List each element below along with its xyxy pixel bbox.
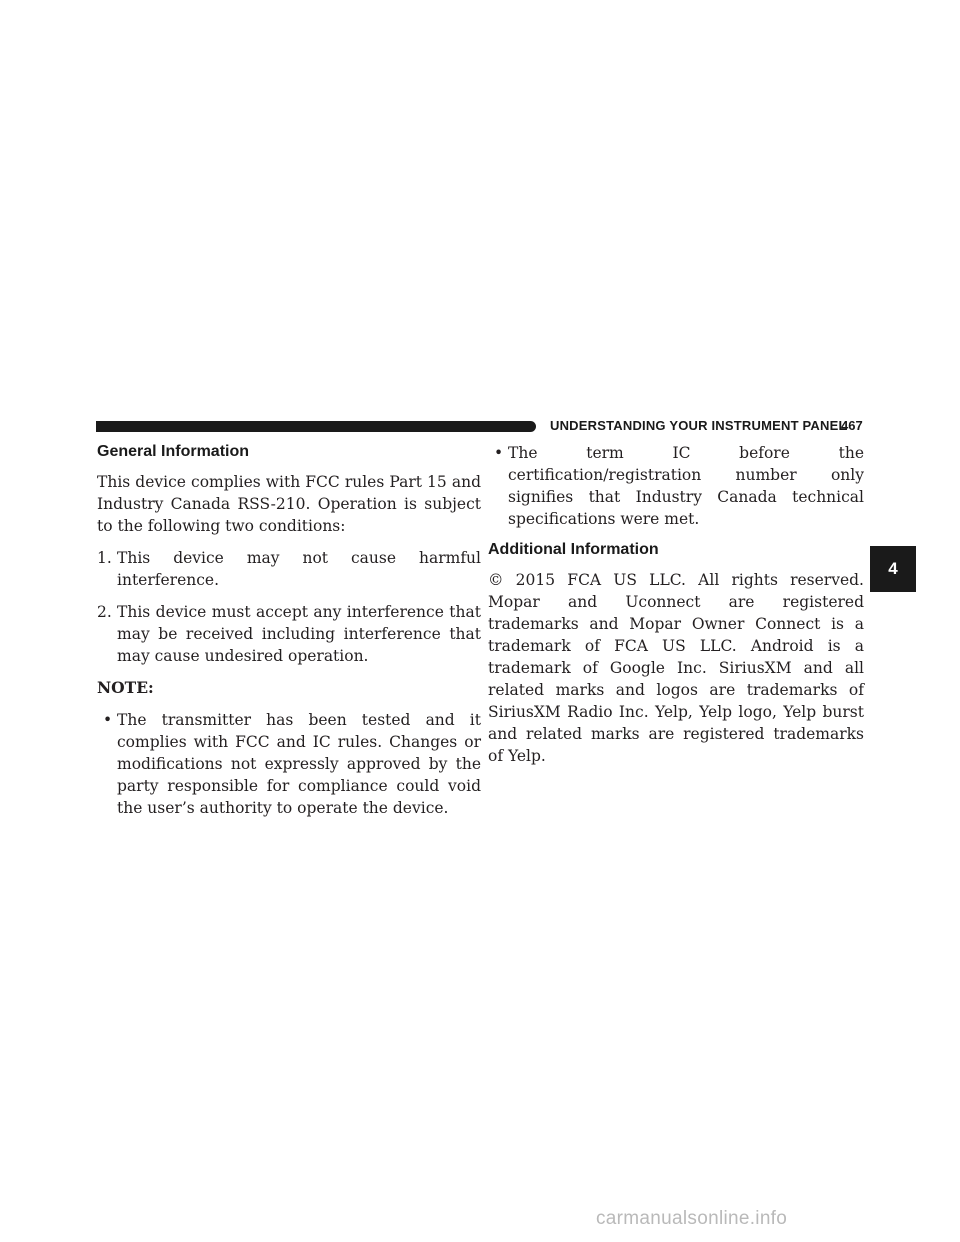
bullet-text: The transmitter has been tested and it complies with FCC and IC rules. Changes or modifications not expressly approved by the party responsible for compliance could void the user’s authority to operate the device. bbox=[117, 711, 481, 817]
bullet-text: The term IC before the certification/registration number only signifies that Industry Canada technical specifications were met. bbox=[508, 444, 864, 528]
item-number: 2. bbox=[97, 603, 112, 621]
item-text: This device must accept any interference that may be received including interference that may cause undesired operation. bbox=[117, 603, 481, 665]
item-text: This device may not cause harmful interference. bbox=[117, 549, 481, 589]
bullet-mark: • bbox=[103, 711, 113, 729]
note-label: NOTE: bbox=[97, 678, 154, 697]
right-column bbox=[488, 442, 864, 777]
left-column bbox=[97, 442, 481, 829]
bullet-mark: • bbox=[494, 444, 504, 462]
item-number: 1. bbox=[97, 549, 112, 567]
watermark: carmanualsonline.info bbox=[596, 1208, 788, 1229]
page-number: 467 bbox=[841, 418, 863, 433]
bullet-item bbox=[488, 442, 864, 530]
chapter-tab: 4 bbox=[870, 546, 916, 592]
heading-general-information: General Information bbox=[97, 443, 250, 460]
heading-additional-information: Additional Information bbox=[488, 541, 659, 558]
trademark-paragraph: © 2015 FCA US LLC. All rights reserved. Mopar and Uconnect are registered trademarks and Mopar Owner Connect is a trademark of FCA US LLC. Android is a trademark of Google Inc. SiriusXM and all related marks and logos are trademarks of SiriusXM Radio Inc. Yelp, Yelp logo, Yelp burst and related marks are registered trademarks of Yelp. bbox=[488, 571, 864, 765]
section-title: UNDERSTANDING YOUR INSTRUMENT PANEL bbox=[550, 418, 847, 433]
intro-paragraph: This device complies with FCC rules Part 15 and Industry Canada RSS-210. Operation is subject to the following two conditions: bbox=[97, 473, 481, 535]
bullet-item bbox=[97, 709, 481, 819]
header-rule bbox=[96, 421, 536, 432]
numbered-item bbox=[97, 547, 481, 591]
numbered-item bbox=[97, 601, 481, 667]
